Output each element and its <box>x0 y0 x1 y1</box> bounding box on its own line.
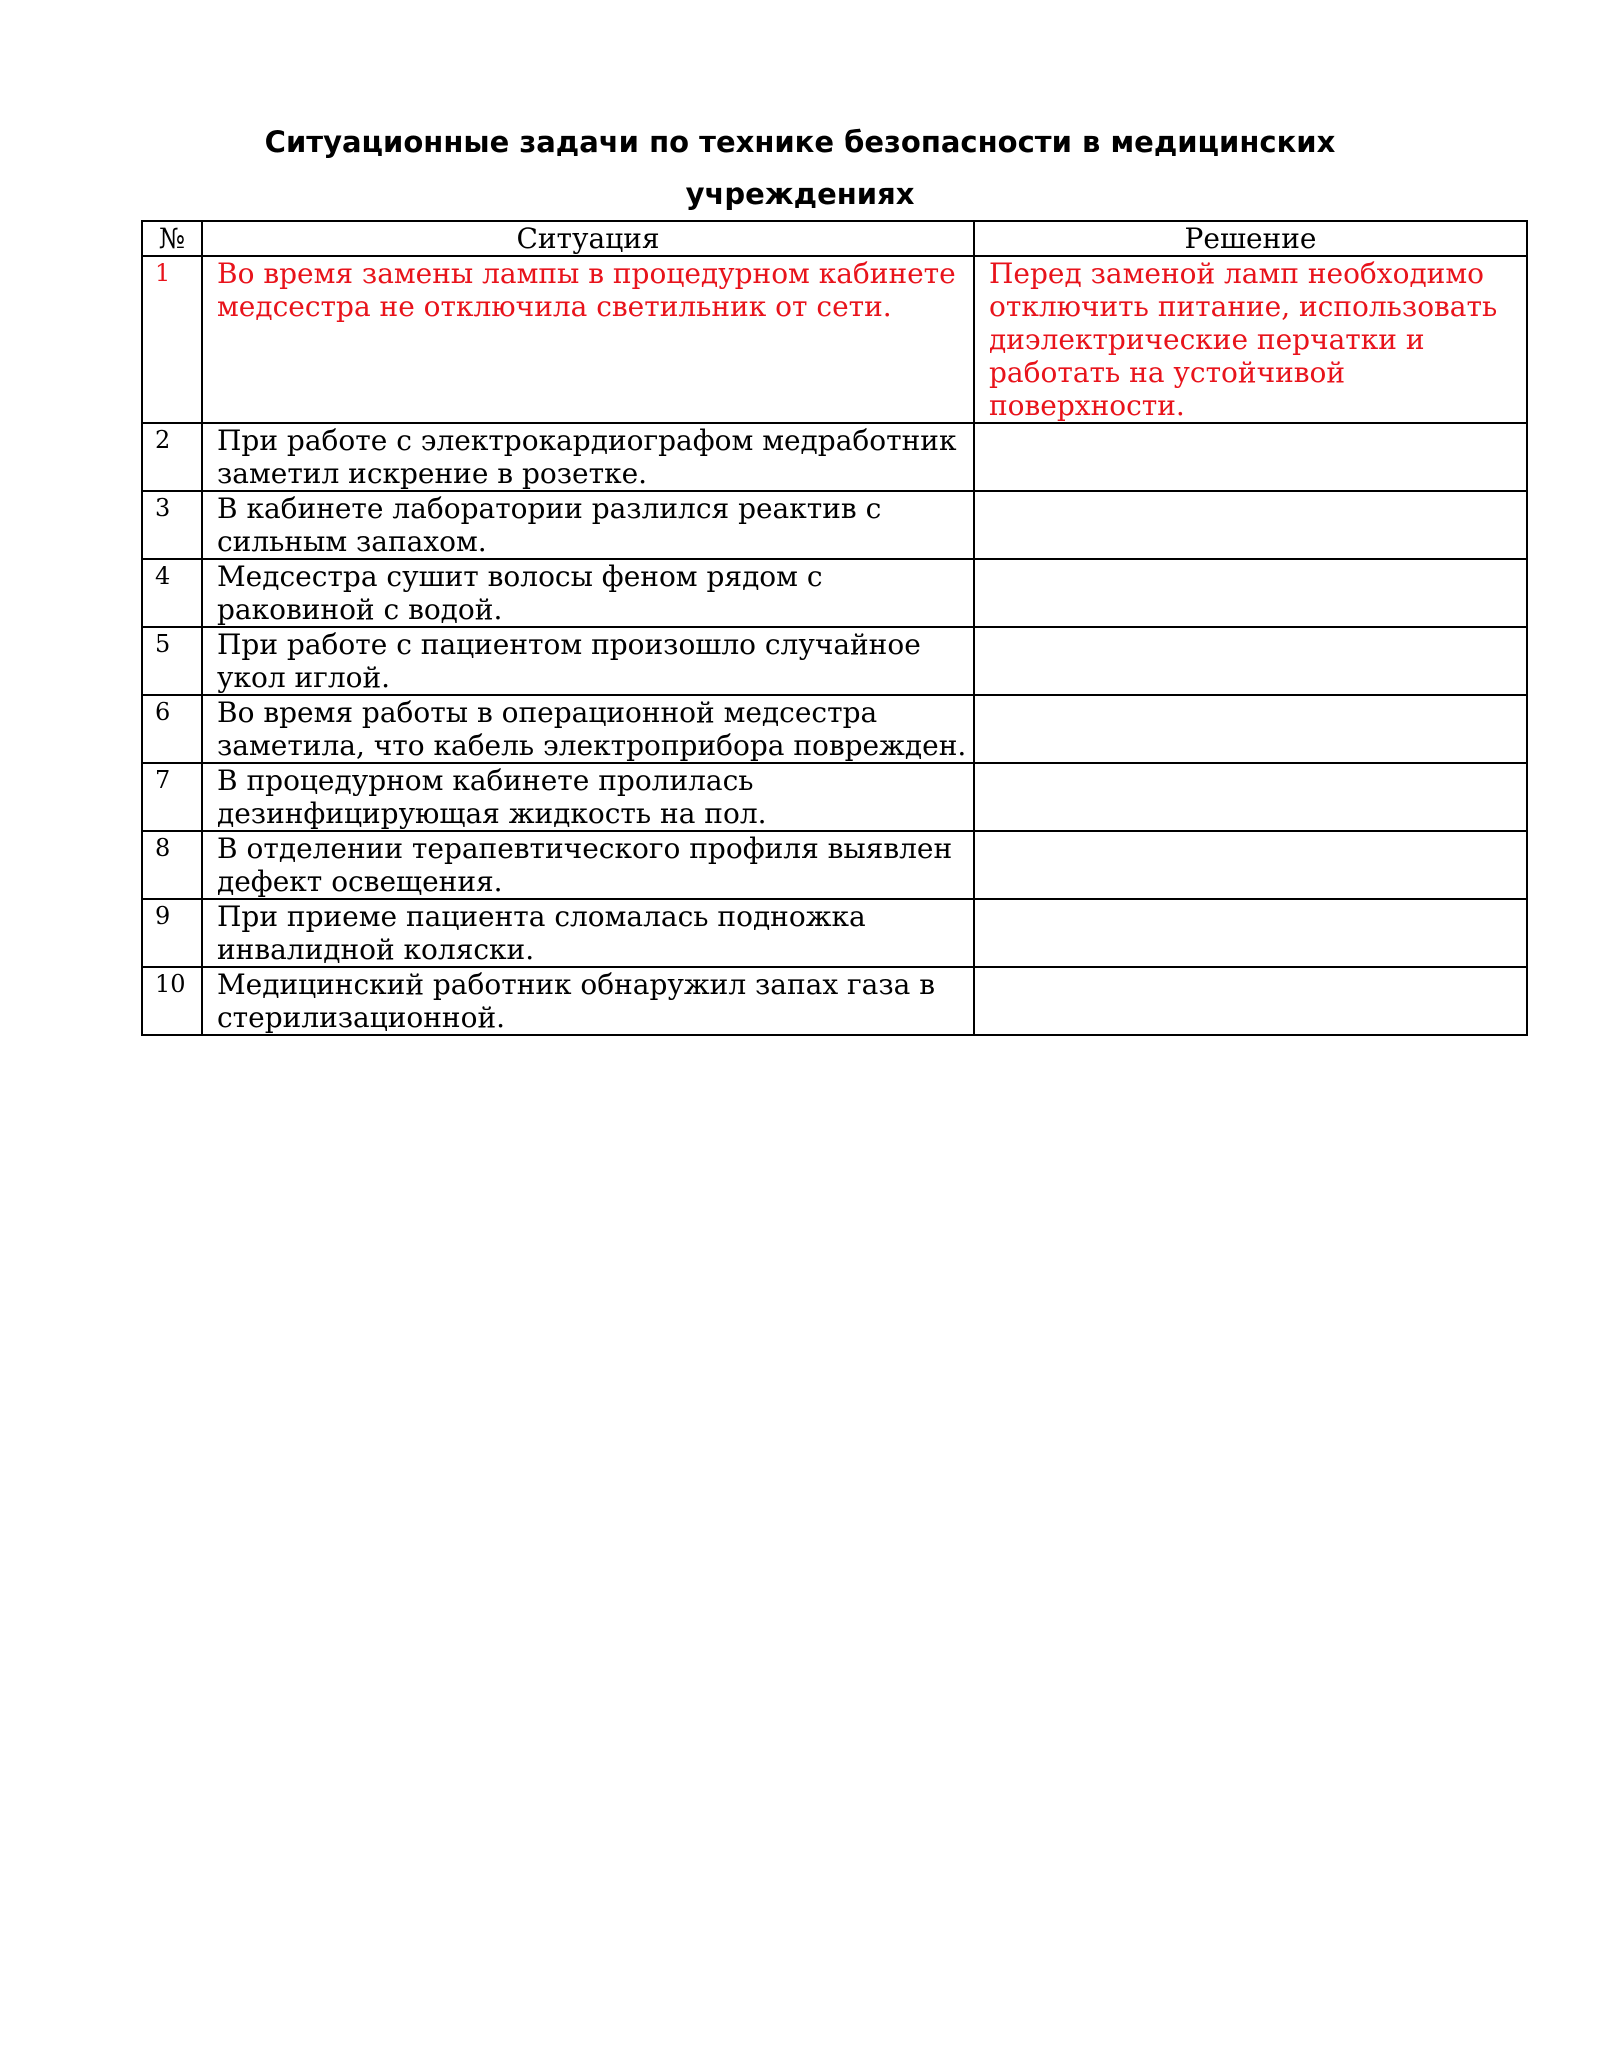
row-num: 6 <box>142 695 202 763</box>
row-solution <box>974 831 1527 899</box>
table-row <box>142 967 1527 1035</box>
row-situation: В отделении терапевтического профиля выявлен дефект освещения. <box>202 831 974 899</box>
header-solution: Решение <box>974 221 1527 256</box>
table-row <box>142 695 1527 763</box>
row-solution <box>974 627 1527 695</box>
row-solution <box>974 899 1527 967</box>
row-solution <box>974 559 1527 627</box>
row-num: 2 <box>142 423 202 491</box>
row-solution <box>974 763 1527 831</box>
row-solution <box>974 423 1527 491</box>
row-situation: Во время работы в операционной медсестра заметила, что кабель электроприбора поврежден. <box>202 695 974 763</box>
row-num: 9 <box>142 899 202 967</box>
header-num: № <box>142 221 202 256</box>
row-situation: При работе с пациентом произошло случайное укол иглой. <box>202 627 974 695</box>
header-situation: Ситуация <box>202 221 974 256</box>
row-solution <box>974 967 1527 1035</box>
table-row <box>142 423 1527 491</box>
title-line-2: учреждениях <box>685 177 915 211</box>
row-situation: При работе с электрокардиографом медработник заметил искрение в розетке. <box>202 423 974 491</box>
row-num: 3 <box>142 491 202 559</box>
row-situation: При приеме пациента сломалась подножка инвалидной коляски. <box>202 899 974 967</box>
row-situation: Медицинский работник обнаружил запах газа в стерилизационной. <box>202 967 974 1035</box>
table-row <box>142 559 1527 627</box>
row-situation: Во время замены лампы в процедурном кабинете медсестра не отключила светильник от сети. <box>202 256 974 423</box>
table-row <box>142 491 1527 559</box>
table-row <box>142 256 1527 423</box>
table-header-row <box>142 221 1527 256</box>
document-title <box>140 116 1460 220</box>
row-num: 4 <box>142 559 202 627</box>
row-num: 7 <box>142 763 202 831</box>
row-num: 10 <box>142 967 202 1035</box>
row-situation: В процедурном кабинете пролилась дезинфицирующая жидкость на пол. <box>202 763 974 831</box>
tasks-table <box>141 220 1528 1036</box>
table-row <box>142 831 1527 899</box>
row-num: 5 <box>142 627 202 695</box>
row-num: 1 <box>142 256 202 423</box>
row-situation: В кабинете лаборатории разлился реактив с сильным запахом. <box>202 491 974 559</box>
table-row <box>142 899 1527 967</box>
table-row <box>142 763 1527 831</box>
table-row <box>142 627 1527 695</box>
row-solution: Перед заменой ламп необходимо отключить питание, использовать диэлектрические перчатки и работать на устойчивой поверхности. <box>974 256 1527 423</box>
title-line-1: Ситуационные задачи по технике безопасности в медицинских <box>264 125 1336 159</box>
row-solution <box>974 695 1527 763</box>
row-solution <box>974 491 1527 559</box>
row-situation: Медсестра сушит волосы феном рядом с раковиной с водой. <box>202 559 974 627</box>
row-num: 8 <box>142 831 202 899</box>
